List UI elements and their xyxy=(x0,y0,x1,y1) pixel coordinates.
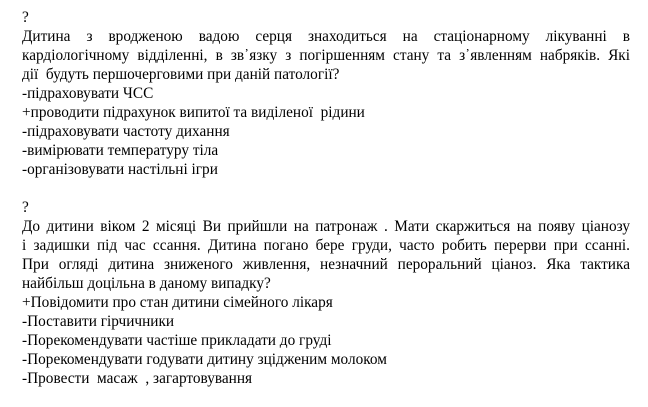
question-marker: ? xyxy=(22,199,29,216)
answer-option: -підраховувати частоту дихання xyxy=(22,123,230,140)
question-text-line: При огляді дитина зниженого живлення, незначний пероральний ціаноз. Яка тактика xyxy=(22,256,630,273)
question-marker: ? xyxy=(22,9,29,26)
question-block-1 xyxy=(22,8,630,179)
question-text-line: кардіологічному відділенні, в зв᾽язку з погіршенням стану та з᾽явленням набряків. Які xyxy=(22,47,630,64)
question-text-line: До дитини віком 2 місяці Ви прийшли на патронаж . Мати скаржиться на появу ціанозу xyxy=(22,218,630,235)
answer-option: -Провести масаж , загартовування xyxy=(22,370,253,387)
answer-option: -Порекомендувати частіше прикладати до груді xyxy=(22,332,332,349)
question-text-line: і задишки під час ссання. Дитина погано бере груди, часто робить перерви при ссанні. xyxy=(22,237,630,254)
answer-option: -Поставити гірчичники xyxy=(22,313,175,330)
document-page xyxy=(22,8,630,407)
question-text-line: дії будуть першочерговими при даній патології? xyxy=(22,66,340,83)
answer-option: -підраховувати ЧСС xyxy=(22,85,154,102)
answer-option: -Порекомендувати годувати дитину зцідженим молоком xyxy=(22,351,387,368)
question-text-line: Дитина з вродженою вадою серця знаходиться на стаціонарному лікуванні в xyxy=(22,28,630,45)
answer-option: -вимірювати температуру тіла xyxy=(22,142,219,159)
question-text-line: найбільш доцільна в даному випадку? xyxy=(22,275,271,292)
question-block-2 xyxy=(22,198,630,388)
answer-option-correct: +Повідомити про стан дитини сімейного лікаря xyxy=(22,294,333,311)
answer-option: -організовувати настільні ігри xyxy=(22,161,218,178)
answer-option-correct: +проводити підрахунок випитої та виділеної рідини xyxy=(22,104,365,121)
